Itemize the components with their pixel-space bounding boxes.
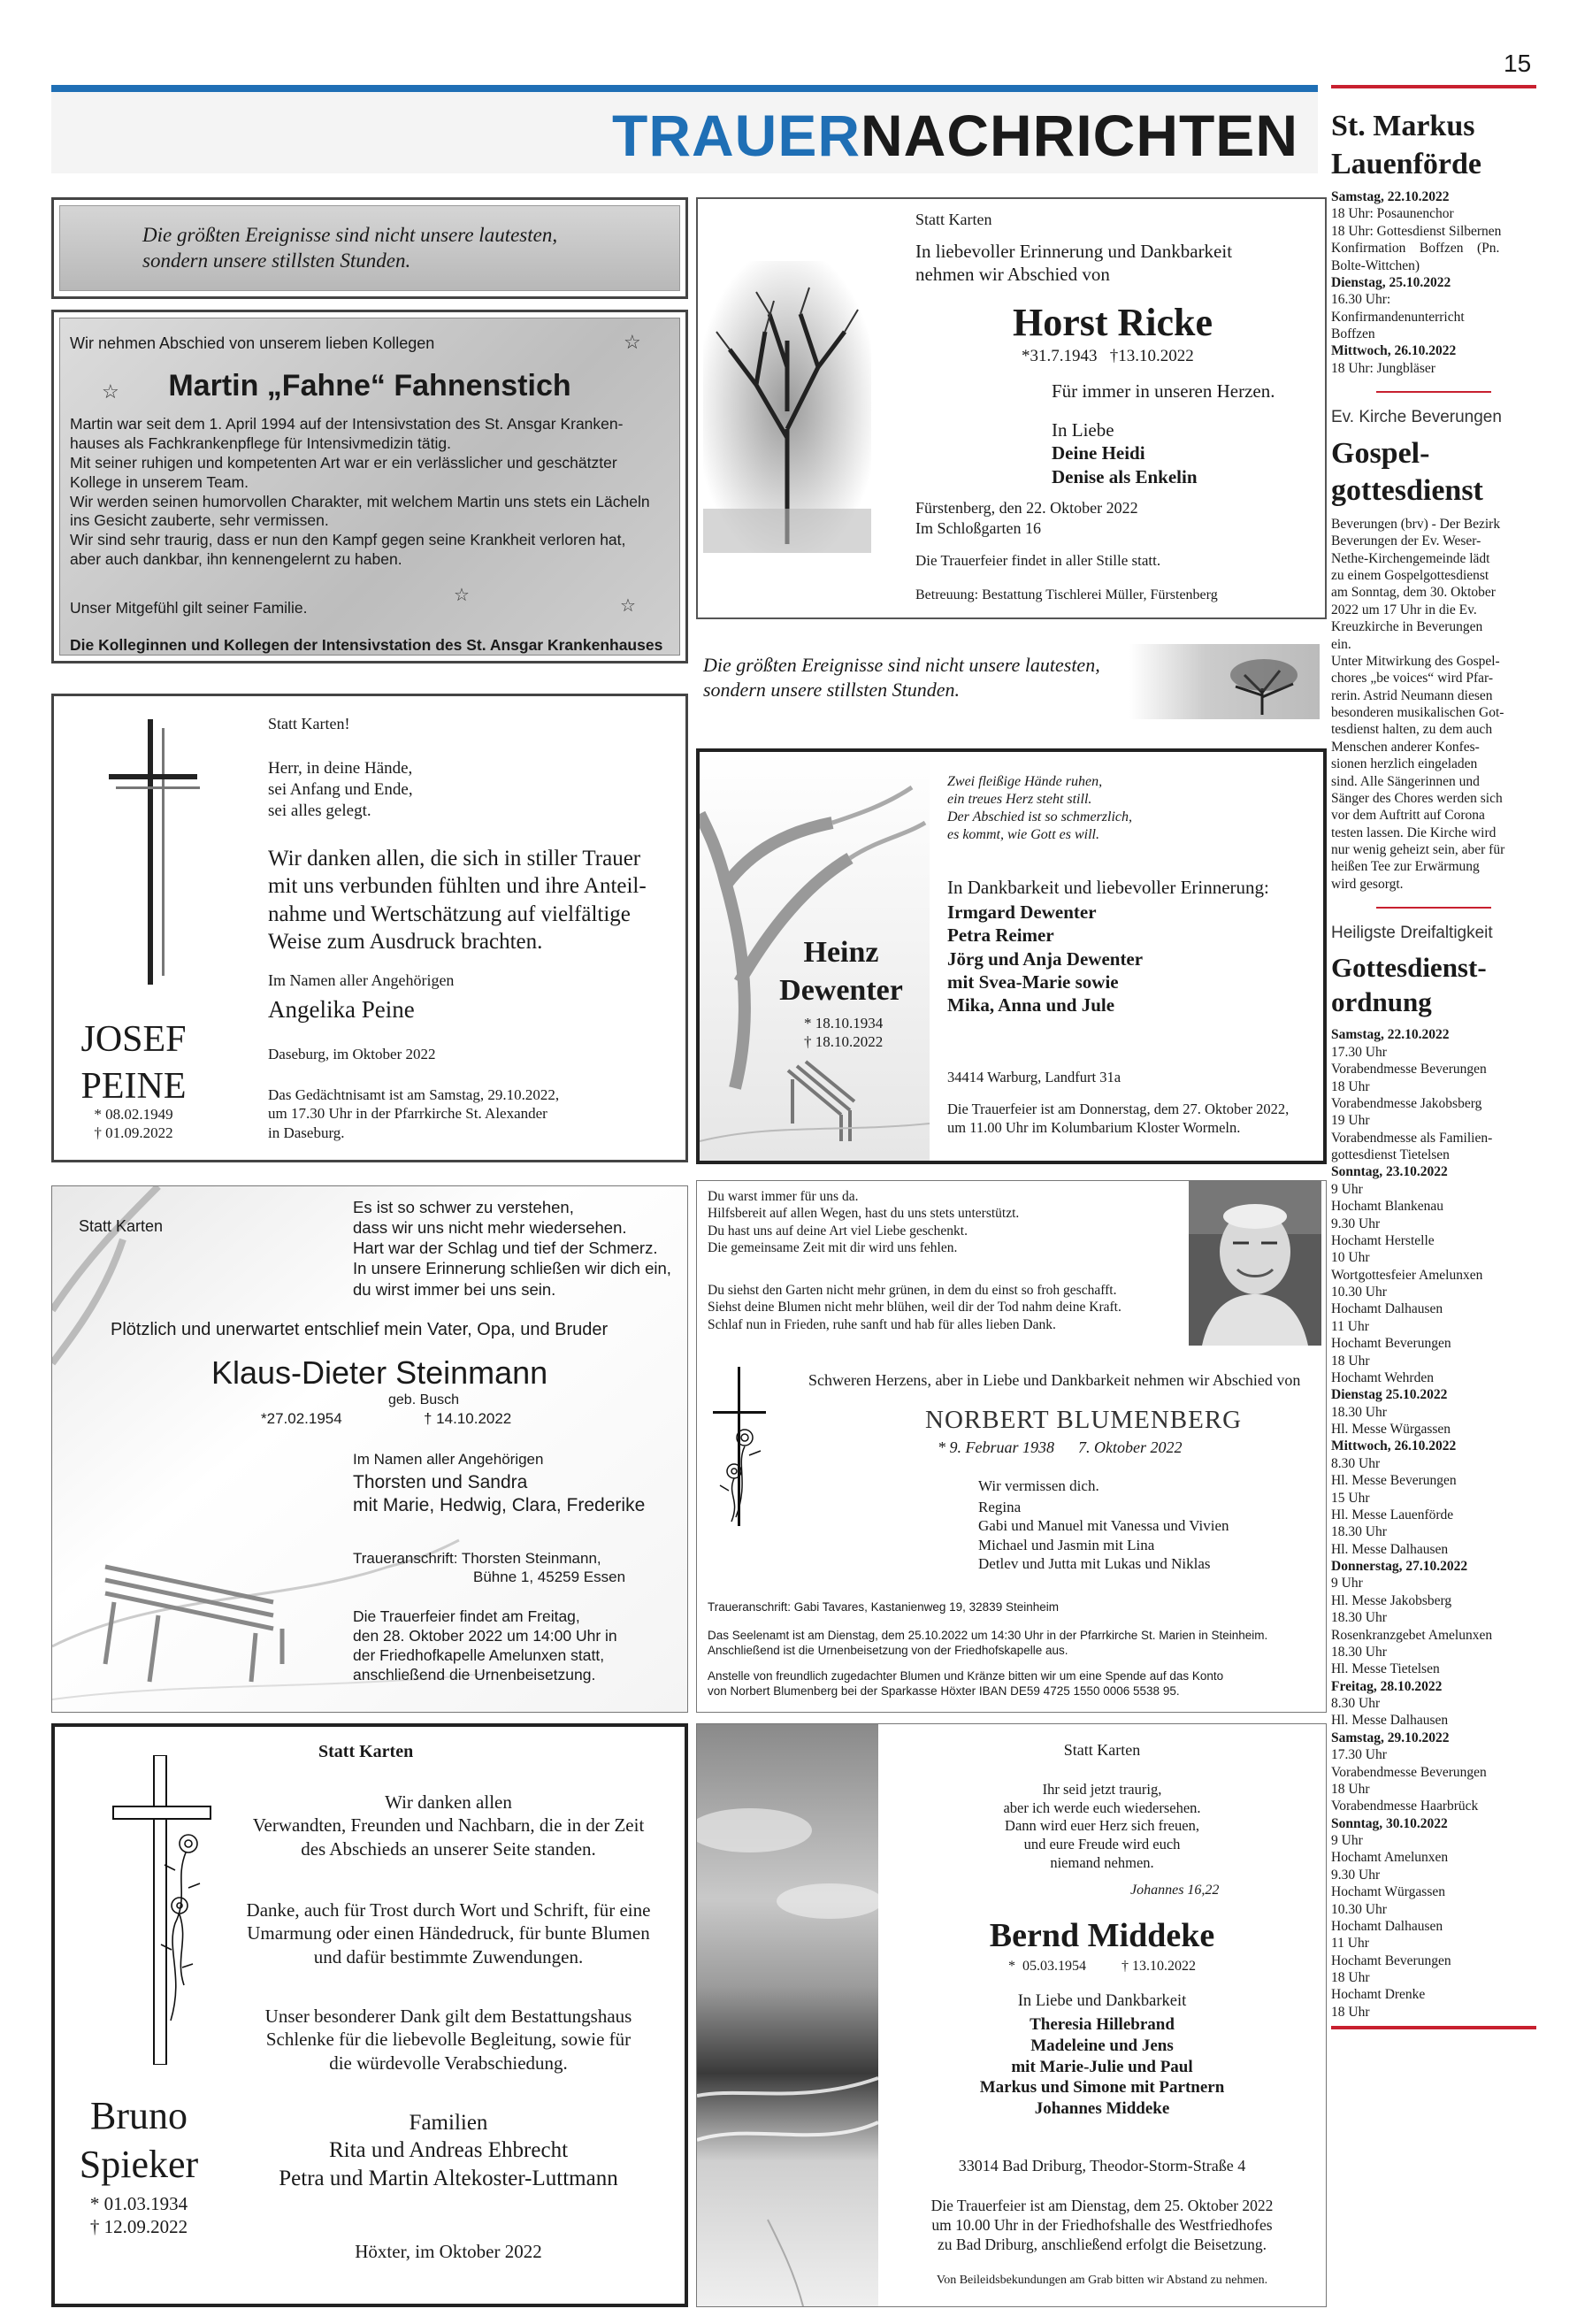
poem-line: Hart war der Schlag und tief der Schmerz. xyxy=(353,1239,658,1258)
body-line: Unter Mitwirkung des Gospel- xyxy=(1331,653,1500,669)
intro-text: In Dankbarkeit und liebevoller Erinnerung: xyxy=(947,877,1269,898)
schedule-line: Hochamt Drenke xyxy=(1331,1987,1426,2003)
section-title xyxy=(1331,951,1536,1020)
family-line: mit Marie, Hedwig, Clara, Frederike xyxy=(353,1495,646,1516)
missed-text: Wir vermissen dich. xyxy=(978,1477,1099,1494)
schedule-line: Konfirmation Boffzen (Pn. xyxy=(1331,241,1500,257)
body-line: aber auch dankbar, ihn kennengelernt zu haben. xyxy=(70,550,402,569)
birth-date: *27.02.1954 xyxy=(261,1410,342,1427)
schedule-line: Hl. Messe Dalhausen xyxy=(1331,1541,1449,1557)
family-line: Detlev und Jutta mit Lukas und Niklas xyxy=(978,1554,1211,1572)
deceased-name: NORBERT BLUMENBERG xyxy=(925,1406,1243,1434)
funeral-line: Die Trauerfeier findet am Freitag, xyxy=(353,1607,580,1625)
mass-line: Das Seelenamt ist am Dienstag, dem 25.10.2022 um 14:30 Uhr in der Pfarrkirche St. Marien in Steinheim. xyxy=(708,1629,1268,1642)
thanks-line: Wir danken allen, die sich in stiller Trauer xyxy=(268,847,641,871)
schedule-date: Dienstag 25.10.2022 xyxy=(1331,1387,1448,1403)
title-line: ordnung xyxy=(1331,986,1432,1017)
section-title xyxy=(612,103,1298,168)
first-name: JOSEF xyxy=(80,1019,187,1060)
schedule-line: 18 Uhr xyxy=(1331,1353,1370,1369)
schedule-line: 9.30 Uhr xyxy=(1331,1867,1381,1883)
poem-line: Siehst deine Blumen nicht mehr blühen, weil dir der Tod nahm deine Kraft. xyxy=(708,1300,1122,1315)
family-line: mit Svea-Marie sowie xyxy=(947,970,1119,993)
section-title xyxy=(1331,435,1536,510)
poem-line: aber ich werde euch wiedersehen. xyxy=(1003,1799,1201,1816)
body-line: Beverungen der Ev. Weser- xyxy=(1331,533,1481,549)
forever-text: Für immer in unseren Herzen. xyxy=(1052,380,1275,402)
family-line: Markus und Simone mit Partnern xyxy=(979,2078,1225,2098)
poem-line: dass wir uns nicht mehr wiedersehen. xyxy=(353,1218,627,1238)
star-icon: ☆ xyxy=(102,380,119,403)
schedule-line: Hl. Messe Tietelsen xyxy=(1331,1661,1440,1677)
funeral-line: um 10.00 Uhr in der Friedhofshalle des Westfriedhofes xyxy=(931,2215,1273,2234)
schedule-line: Hochamt Dalhausen xyxy=(1331,1918,1443,1934)
schedule-line: 18 Uhr xyxy=(1331,1970,1370,1985)
body-line: am Sonntag, dem 30. Oktober xyxy=(1331,585,1496,601)
quote-ad-top-left xyxy=(51,197,688,299)
funeral-line: der Friedhofkapelle Amelunxen statt, xyxy=(353,1645,605,1664)
schedule-date: Samstag, 22.10.2022 xyxy=(1331,1027,1450,1043)
schedule-line: Rosenkranzgebet Amelunxen xyxy=(1331,1627,1493,1643)
star-icon: ☆ xyxy=(454,586,470,605)
intro-line: In liebevoller Erinnerung und Dankbarkeit xyxy=(915,241,1233,262)
intro-text: Plötzlich und unerwartet entschlief mein Vater, Opa, und Bruder xyxy=(111,1320,609,1339)
obituary-dewenter xyxy=(696,748,1327,1164)
title-line: Gottesdienst- xyxy=(1331,951,1487,983)
poem-line: Ihr seid jetzt traurig, xyxy=(1042,1781,1162,1798)
obituary-fahnenstich xyxy=(51,310,688,663)
family-line: Johannes Middeke xyxy=(1034,2099,1170,2118)
family-line: Deine Heidi xyxy=(1052,442,1145,464)
schedule-line: 18.30 Uhr xyxy=(1331,1404,1387,1420)
divider-line xyxy=(1331,85,1536,88)
intro-text: Wir nehmen Abschied von unserem lieben Kollegen xyxy=(70,334,435,352)
schedule-date: Mittwoch, 26.10.2022 xyxy=(1331,1438,1457,1454)
star-icon: ☆ xyxy=(620,596,636,616)
deceased-name: Martin „Fahne“ Fahnenstich xyxy=(168,369,571,403)
thanks-line: Weise zum Ausdruck brachten. xyxy=(268,929,543,954)
poem-line: Du hast uns auf deine Art viel Liebe geschenkt. xyxy=(708,1223,968,1239)
schedule-line: Hochamt Blankenau xyxy=(1331,1199,1443,1215)
body-line: Menschen anderer Konfes- xyxy=(1331,739,1480,755)
body-line: hauses als Fachkrankenpflege für Intensivmedizin tätig. xyxy=(70,433,451,452)
intro-line: nehmen wir Abschied von xyxy=(915,264,1110,286)
schedule-line: Vorabendmesse Beverungen xyxy=(1331,1062,1487,1078)
care-text: Betreuung: Bestattung Tischlerei Müller, Fürstenberg xyxy=(915,587,1218,602)
cross-icon xyxy=(100,719,206,985)
thanks-line: des Abschieds an unserer Seite standen. xyxy=(301,1837,596,1860)
schedule-line: Bolte-Wittchen) xyxy=(1331,257,1420,273)
schedule-line: gottesdienst Tietelsen xyxy=(1331,1147,1450,1162)
schedule-date: Donnerstag, 27.10.2022 xyxy=(1331,1559,1468,1574)
schedule-line: Hl. Messe Lauenförde xyxy=(1331,1507,1454,1522)
obituary-peine xyxy=(51,694,688,1162)
poem-line: Hilfsbereit auf allen Wegen, hast du uns stets unterstützt. xyxy=(708,1206,1020,1222)
family-line: Thorsten und Sandra xyxy=(353,1472,528,1492)
beach-sky-image xyxy=(697,1724,878,2306)
schedule-line: 18.30 Uhr xyxy=(1331,1610,1387,1626)
mass-line: in Daseburg. xyxy=(268,1124,345,1141)
tree-image xyxy=(703,261,871,553)
section-title xyxy=(1331,108,1536,183)
body-line: Kollege in unserem Team. xyxy=(70,472,249,491)
body-line: Kreuzkirche in Beverungen xyxy=(1331,619,1483,635)
body-line: Beverungen (brv) - Der Bezirk xyxy=(1331,516,1501,532)
address-line: Bühne 1, 45259 Essen xyxy=(473,1569,626,1586)
obituary-blumenberg xyxy=(696,1180,1327,1713)
inliebe-text: In Liebe und Dankbarkeit xyxy=(1017,1992,1187,2010)
star-icon: ☆ xyxy=(624,331,641,353)
psalm-line: sei alles gelegt. xyxy=(268,801,371,820)
statt-karten: Statt Karten xyxy=(915,211,992,228)
family-line: Irmgard Dewenter xyxy=(947,901,1097,923)
thanks-line: Umarmung oder einen Händedruck, für bunte Blumen xyxy=(247,1922,650,1944)
funeral-line: anschließend die Urnenbeisetzung. xyxy=(353,1665,596,1684)
deceased-name: Horst Ricke xyxy=(1013,301,1213,344)
schedule-line: Hochamt Würgassen xyxy=(1331,1884,1445,1900)
schedule-line: Konfirmandenunterricht xyxy=(1331,309,1465,325)
sympathy-text: Unser Mitgefühl gilt seiner Familie. xyxy=(70,599,308,617)
schedule-date: Samstag, 22.10.2022 xyxy=(1331,189,1450,204)
body-line: testen lassen. Die Kirche wird xyxy=(1331,825,1497,840)
title-line: Lauenförde xyxy=(1331,147,1481,180)
life-dates: * 9. Februar 1938 7. Oktober 2022 xyxy=(938,1438,1183,1456)
funeral-line: um 11.00 Uhr im Kolumbarium Kloster Wormeln. xyxy=(947,1118,1241,1136)
schedule-line: 11 Uhr xyxy=(1331,1318,1369,1334)
birth-date: * 18.10.1934 xyxy=(804,1015,884,1032)
psalm-line: Herr, in deine Hände, xyxy=(268,759,413,778)
thanks-line: und dafür bestimmte Zuwendungen. xyxy=(313,1945,584,1967)
body-line: vor dem Auftritt auf Corona xyxy=(1331,808,1485,824)
schedule-date: Samstag, 29.10.2022 xyxy=(1331,1730,1450,1745)
note-text: Von Beileidsbekundungen am Grab bitten wir Abstand zu nehmen. xyxy=(936,2274,1268,2287)
schedule-line: Hochamt Amelunxen xyxy=(1331,1850,1449,1866)
schedule-line: Vorabendmesse Jakobsberg xyxy=(1331,1095,1482,1111)
title-line: St. Markus xyxy=(1331,110,1475,142)
obituary-ricke xyxy=(696,197,1327,619)
statt-karten: Statt Karten! xyxy=(268,715,350,732)
body-line: zu einem Gospelgottesdienst xyxy=(1331,568,1489,583)
family-line: Gabi und Manuel mit Vanessa und Vivien xyxy=(978,1517,1229,1535)
schedule-line: Vorabendmesse Beverungen xyxy=(1331,1764,1487,1780)
schedule-line: Hl. Messe Würgassen xyxy=(1331,1422,1451,1437)
first-name: Heinz xyxy=(803,936,879,969)
life-dates: *31.7.1943 †13.10.2022 xyxy=(1022,347,1194,365)
portrait-photo xyxy=(1189,1181,1321,1346)
tree-landscape-image xyxy=(1129,644,1320,719)
schedule-line: 18 Uhr: Posaunenchor xyxy=(1331,206,1454,222)
sidebar-church-news xyxy=(1331,85,1536,2323)
thanks-line: Danke, auch für Trost durch Wort und Schrift, für eine xyxy=(246,1899,651,1921)
family-line: Petra Reimer xyxy=(947,924,1054,947)
schedule-line: 19 Uhr xyxy=(1331,1113,1370,1129)
poem-line: In unsere Erinnerung schließen wir dich ein, xyxy=(353,1259,671,1278)
page-number: 15 xyxy=(1504,50,1532,77)
schedule-line: Hochamt Herstelle xyxy=(1331,1232,1435,1248)
section-title-part2: NACHRICHTEN xyxy=(861,103,1298,168)
schedule-line: 17.30 Uhr xyxy=(1331,1044,1387,1060)
family-line: Petra und Martin Altekoster-Luttmann xyxy=(279,2166,618,2190)
address-text: 34414 Warburg, Landfurt 31a xyxy=(947,1069,1122,1085)
cross-rose-icon xyxy=(709,1367,780,1526)
body-line: ins Gesicht zauberte, sehr vermissen. xyxy=(70,511,329,530)
schedule-line: 9 Uhr xyxy=(1331,1181,1363,1197)
family-label: Familien xyxy=(409,2111,488,2135)
poem-line: Der Abschied ist so schmerzlich, xyxy=(947,809,1133,825)
schedule-line: Hl. Messe Dalhausen xyxy=(1331,1713,1449,1729)
cross-rose-icon xyxy=(104,1755,219,2065)
relative-name: Angelika Peine xyxy=(268,996,415,1023)
quote-line: Die größten Ereignisse sind nicht unsere lautesten, xyxy=(703,654,1100,676)
deceased-name: Bernd Middeke xyxy=(989,1917,1215,1954)
death-date: † 18.10.2022 xyxy=(804,1033,884,1051)
body-line: ein. xyxy=(1331,636,1351,652)
body-line: Martin war seit dem 1. April 1994 auf der Intensivstation des St. Ansgar Kranken- xyxy=(70,415,624,433)
signature: Die Kolleginnen und Kollegen der Intensivstation des St. Ansgar Krankenhauses xyxy=(70,636,663,654)
divider-line xyxy=(1376,907,1491,909)
poem-line: Du siehst den Garten nicht mehr grünen, in dem du einst so froh geschafft. xyxy=(708,1283,1117,1298)
poem-line: und eure Freude wird euch xyxy=(1023,1835,1181,1852)
schedule-line: 17.30 Uhr xyxy=(1331,1747,1387,1763)
statt-karten: Statt Karten xyxy=(318,1742,414,1761)
schedule-line: 18 Uhr xyxy=(1331,2004,1370,2020)
body-line: Sänger des Chores werden sich xyxy=(1331,790,1503,806)
poem-line: Zwei fleißige Hände ruhen, xyxy=(947,774,1103,789)
quote-ad-middle xyxy=(696,644,1327,724)
thanks-line: Unser besonderer Dank gilt dem Bestattungshaus xyxy=(264,2006,632,2027)
obituary-middeke xyxy=(696,1723,1327,2307)
body-line: rerin. Astrid Neumann diesen xyxy=(1331,687,1493,703)
schedule-line: Vorabendmesse als Familien- xyxy=(1331,1130,1493,1146)
poem-line: Du warst immer für uns da. xyxy=(708,1189,859,1204)
obituary-spieker xyxy=(51,1723,688,2307)
schedule-line: Wortgottesfeier Amelunxen xyxy=(1331,1267,1483,1283)
schedule-date: Sonntag, 30.10.2022 xyxy=(1331,1815,1448,1831)
address-line: Traueranschrift: Thorsten Steinmann, xyxy=(353,1550,601,1567)
obituary-body xyxy=(70,415,650,570)
section-label: Heiligste Dreifaltigkeit xyxy=(1331,924,1493,943)
body-line: wird gesorgt. xyxy=(1331,876,1404,892)
schedule-line: Hochamt Beverungen xyxy=(1331,1952,1451,1968)
thanks-line: die würdevolle Verabschiedung. xyxy=(329,2052,568,2074)
poem-line: Die gemeinsame Zeit mit dir wird uns fehlen. xyxy=(708,1240,958,1256)
thanks-line: nahme und Wertschätzung auf vielfältige xyxy=(268,901,631,926)
body-line: sind. Alle Sängerinnen und xyxy=(1331,773,1480,789)
schedule-line: 10.30 Uhr xyxy=(1331,1901,1387,1917)
schedule-line: 18 Uhr xyxy=(1331,1781,1370,1797)
death-date: † 12.09.2022 xyxy=(89,2216,188,2238)
schedule-line: 9.30 Uhr xyxy=(1331,1216,1381,1231)
mass-line: Anschließend ist die Urnenbeisetzung von der Friedhofskapelle aus. xyxy=(708,1643,1068,1657)
schedule-line: 9 Uhr xyxy=(1331,1833,1363,1848)
schedule-line: 18 Uhr xyxy=(1331,1078,1370,1094)
last-name: PEINE xyxy=(80,1065,187,1107)
family-line: Rita und Andreas Ehbrecht xyxy=(328,2138,569,2163)
schedule-line: 18 Uhr: Gottesdienst Silbernen xyxy=(1331,223,1502,239)
schedule-line: 18.30 Uhr xyxy=(1331,1524,1387,1540)
namens-text: Im Namen aller Angehörigen xyxy=(268,971,455,989)
last-name: Dewenter xyxy=(779,973,903,1007)
family-line: Mika, Anna und Jule xyxy=(947,994,1115,1016)
funeral-text: Die Trauerfeier findet in aller Stille statt. xyxy=(915,552,1161,569)
donation-line: Anstelle von freundlich zugedachter Blumen und Kränze bitten wir um eine Spende auf das Konto xyxy=(708,1669,1224,1683)
statt-karten: Statt Karten xyxy=(1063,1741,1141,1759)
poem-line: ein treues Herz steht still. xyxy=(947,792,1092,807)
schedule-line: 9 Uhr xyxy=(1331,1576,1363,1592)
life-dates: * 05.03.1954 † 13.10.2022 xyxy=(1008,1959,1196,1974)
place-line: Fürstenberg, den 22. Oktober 2022 xyxy=(915,499,1138,517)
schedule-line: Vorabendmesse Haarbrück xyxy=(1331,1799,1479,1814)
schedule-date: Mittwoch, 26.10.2022 xyxy=(1331,343,1457,359)
statt-karten: Statt Karten xyxy=(79,1217,164,1235)
deceased-name: Klaus-Dieter Steinmann xyxy=(211,1354,548,1391)
quote-text xyxy=(142,223,557,274)
body-line: besonderen musikalischen Got- xyxy=(1331,705,1504,720)
thanks-line: Schlenke für die liebevolle Begleitung, sowie für xyxy=(265,2029,632,2051)
schedule-line: 10 Uhr xyxy=(1331,1250,1370,1266)
inliebe-text: In Liebe xyxy=(1052,419,1114,441)
family-line: Michael und Jasmin mit Lina xyxy=(978,1536,1155,1553)
body-line: heißen Tee zur Erwärmung xyxy=(1331,859,1480,875)
intro-text: Schweren Herzens, aber in Liebe und Dankbarkeit nehmen wir Abschied von xyxy=(808,1371,1301,1389)
quote-line: sondern unsere stillsten Stunden. xyxy=(703,678,961,701)
funeral-line: Die Trauerfeier ist am Donnerstag, dem 27. Oktober 2022, xyxy=(947,1101,1290,1117)
death-date: † 01.09.2022 xyxy=(94,1124,173,1142)
article-body xyxy=(1331,516,1536,893)
schedule-line: 8.30 Uhr xyxy=(1331,1455,1381,1471)
schedule-line: Hochamt Wehrden xyxy=(1331,1369,1434,1385)
thanks-line: mit uns verbunden fühlten und ihre Anteil- xyxy=(268,874,647,899)
family-line: Theresia Hillebrand xyxy=(1030,2015,1175,2034)
address-text: Traueranschrift: Gabi Tavares, Kastanienweg 19, 32839 Steinheim xyxy=(708,1600,1059,1614)
verse-reference: Johannes 16,22 xyxy=(1130,1883,1220,1898)
section-title-part1: TRAUER xyxy=(612,103,861,168)
namens-text: Im Namen aller Angehörigen xyxy=(353,1451,544,1468)
poem-line: Dann wird euer Herz sich freuen, xyxy=(1005,1817,1199,1835)
title-line: Gospel- xyxy=(1331,436,1430,470)
schedule-line: Hochamt Dalhausen xyxy=(1331,1301,1443,1317)
donation-line: von Norbert Blumenberg bei der Sparkasse Höxter IBAN DE59 4725 1550 0006 5538 95. xyxy=(708,1684,1180,1698)
schedule-line: Hl. Messe Jakobsberg xyxy=(1331,1592,1452,1608)
thanks-line: Verwandten, Freunden und Nachbarn, die in der Zeit xyxy=(252,1814,645,1837)
first-name: Bruno xyxy=(90,2094,188,2137)
schedule-line: Hochamt Beverungen xyxy=(1331,1336,1451,1352)
schedule-line: 15 Uhr xyxy=(1331,1490,1370,1506)
place-text: Daseburg, im Oktober 2022 xyxy=(268,1046,436,1062)
section-label: Ev. Kirche Beverungen xyxy=(1331,408,1502,427)
poem-line: Es ist so schwer zu verstehen, xyxy=(353,1198,574,1216)
birth-date: * 08.02.1949 xyxy=(94,1106,173,1123)
psalm-line: sei Anfang und Ende, xyxy=(268,779,413,799)
birth-name: geb. Busch xyxy=(388,1392,460,1407)
body-line: sionen herzlich eingeladen xyxy=(1331,756,1478,772)
body-line: chores „be voices“ wird Pfar- xyxy=(1331,671,1494,686)
schedule-line: 11 Uhr xyxy=(1331,1936,1369,1952)
schedule-line: 18.30 Uhr xyxy=(1331,1644,1387,1660)
place-line: Im Schloßgarten 16 xyxy=(915,518,1041,537)
family-line: Regina xyxy=(978,1499,1022,1515)
mass-line: Das Gedächtnisamt ist am Samstag, 29.10.2022, xyxy=(268,1086,560,1103)
quote-line: sondern unsere stillsten Stunden. xyxy=(142,249,411,272)
thanks-line: Wir danken allen xyxy=(385,1791,512,1813)
schedule-line: 16.30 Uhr: xyxy=(1331,292,1391,308)
schedule-line: Hl. Messe Beverungen xyxy=(1331,1473,1457,1489)
title-line: gottesdienst xyxy=(1331,474,1483,508)
death-date: † 14.10.2022 xyxy=(424,1410,512,1427)
mass-line: um 17.30 Uhr in der Pfarrkirche St. Alexander xyxy=(268,1105,547,1123)
schedule-line: 10.30 Uhr xyxy=(1331,1285,1387,1300)
family-line: Madeleine und Jens xyxy=(1030,2036,1174,2055)
poem-line: es kommt, wie Gott es will. xyxy=(947,827,1099,842)
schedule-line: Boffzen xyxy=(1331,326,1375,341)
address-text: 33014 Bad Driburg, Theodor-Storm-Straße 4 xyxy=(958,2157,1246,2174)
schedule-date: Dienstag, 25.10.2022 xyxy=(1331,274,1451,290)
funeral-line: zu Bad Driburg, anschließend erfolgt die Beisetzung. xyxy=(938,2235,1267,2253)
family-line: Denise als Enkelin xyxy=(1052,465,1198,487)
poem-line: niemand nehmen. xyxy=(1050,1853,1154,1871)
body-line: 2022 um 17 Uhr in die Ev. xyxy=(1331,602,1477,617)
divider-line xyxy=(1376,391,1491,393)
schedule-list xyxy=(1331,1026,1536,2021)
body-line: tesdienst halten, zu dem auch xyxy=(1331,722,1493,738)
birth-date: * 01.03.1934 xyxy=(89,2193,188,2214)
body-line: Nethe-Kirchengemeinde lädt xyxy=(1331,550,1490,566)
section-header xyxy=(51,85,1318,173)
schedule-line: 8.30 Uhr xyxy=(1331,1696,1381,1711)
family-line: mit Marie-Julie und Paul xyxy=(1011,2057,1193,2076)
schedule-line: 18 Uhr: Jungbläser xyxy=(1331,360,1435,376)
schedule-list xyxy=(1331,188,1536,377)
obituary-steinmann xyxy=(51,1185,688,1713)
body-line: Wir werden seinen humorvollen Charakter, mit welchem Martin uns stets ein Lächeln xyxy=(70,492,650,510)
funeral-line: Die Trauerfeier ist am Dienstag, dem 25. Oktober 2022 xyxy=(930,2197,1274,2214)
funeral-line: den 28. Oktober 2022 um 14:00 Uhr in xyxy=(353,1626,617,1645)
divider-line xyxy=(1331,2026,1536,2029)
place-text: Höxter, im Oktober 2022 xyxy=(355,2241,542,2262)
schedule-date: Freitag, 28.10.2022 xyxy=(1331,1678,1443,1694)
poem-line: Schlaf nun in Frieden, ruhe sanft und hab für alles lieben Dank. xyxy=(708,1316,1056,1332)
body-line: nur wenig geheizt sein, aber für xyxy=(1331,842,1505,857)
quote-line: Die größten Ereignisse sind nicht unsere lautesten, xyxy=(142,224,558,246)
body-line: Wir sind sehr traurig, dass er nun den Kampf gegen seine Krankheit verloren hat, xyxy=(70,531,626,549)
family-line: Jörg und Anja Dewenter xyxy=(947,947,1144,970)
poem-line: du wirst immer bei uns sein. xyxy=(353,1279,556,1299)
last-name: Spieker xyxy=(79,2143,199,2186)
schedule-date: Sonntag, 23.10.2022 xyxy=(1331,1164,1448,1180)
body-line: Mit seiner ruhigen und kompetenten Art war er ein verlässlicher und geschätzter xyxy=(70,453,617,472)
